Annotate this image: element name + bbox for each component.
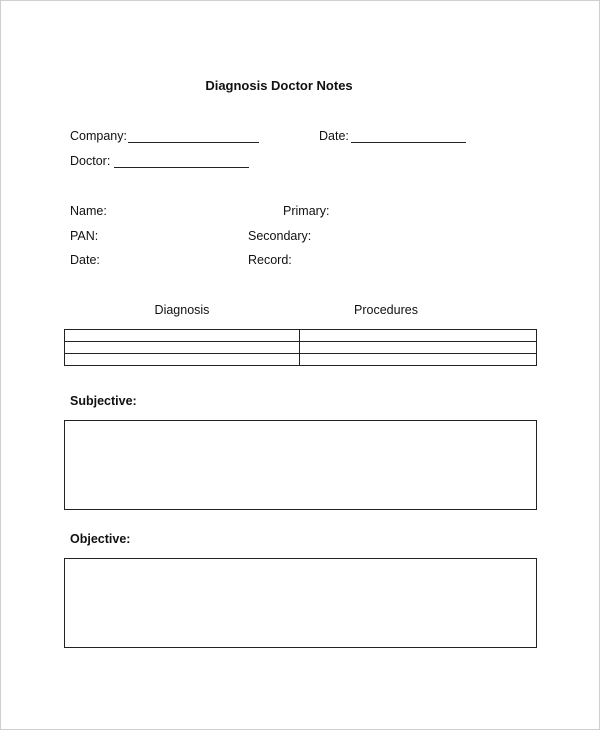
subjective-box[interactable] xyxy=(64,420,537,510)
date-label: Date: xyxy=(319,129,349,143)
diagnosis-procedures-table xyxy=(64,329,537,366)
diagnosis-cell[interactable] xyxy=(65,330,300,342)
page-title: Diagnosis Doctor Notes xyxy=(205,78,353,93)
table-row xyxy=(65,342,537,354)
procedures-cell[interactable] xyxy=(300,354,537,366)
diagnosis-cell[interactable] xyxy=(65,342,300,354)
company-label: Company: xyxy=(70,129,127,143)
date-of-service-label: Date: xyxy=(70,253,100,267)
doctor-field[interactable] xyxy=(114,167,249,168)
procedures-cell[interactable] xyxy=(300,330,537,342)
pan-label: PAN: xyxy=(70,229,99,243)
doctor-label: Doctor: xyxy=(70,154,111,168)
table-row xyxy=(65,330,537,342)
table-row xyxy=(65,354,537,366)
subjective-label: Subjective: xyxy=(70,394,137,408)
secondary-label: Secondary: xyxy=(248,229,312,243)
diagnosis-header: Diagnosis xyxy=(154,303,210,317)
objective-box[interactable] xyxy=(64,558,537,648)
primary-label: Primary: xyxy=(283,204,330,218)
procedures-header: Procedures xyxy=(354,303,418,317)
company-field[interactable] xyxy=(128,142,259,143)
date-field[interactable] xyxy=(351,142,466,143)
procedures-cell[interactable] xyxy=(300,342,537,354)
diagnosis-cell[interactable] xyxy=(65,354,300,366)
name-label: Name: xyxy=(70,204,107,218)
record-label: Record: xyxy=(248,253,292,267)
objective-label: Objective: xyxy=(70,532,131,546)
